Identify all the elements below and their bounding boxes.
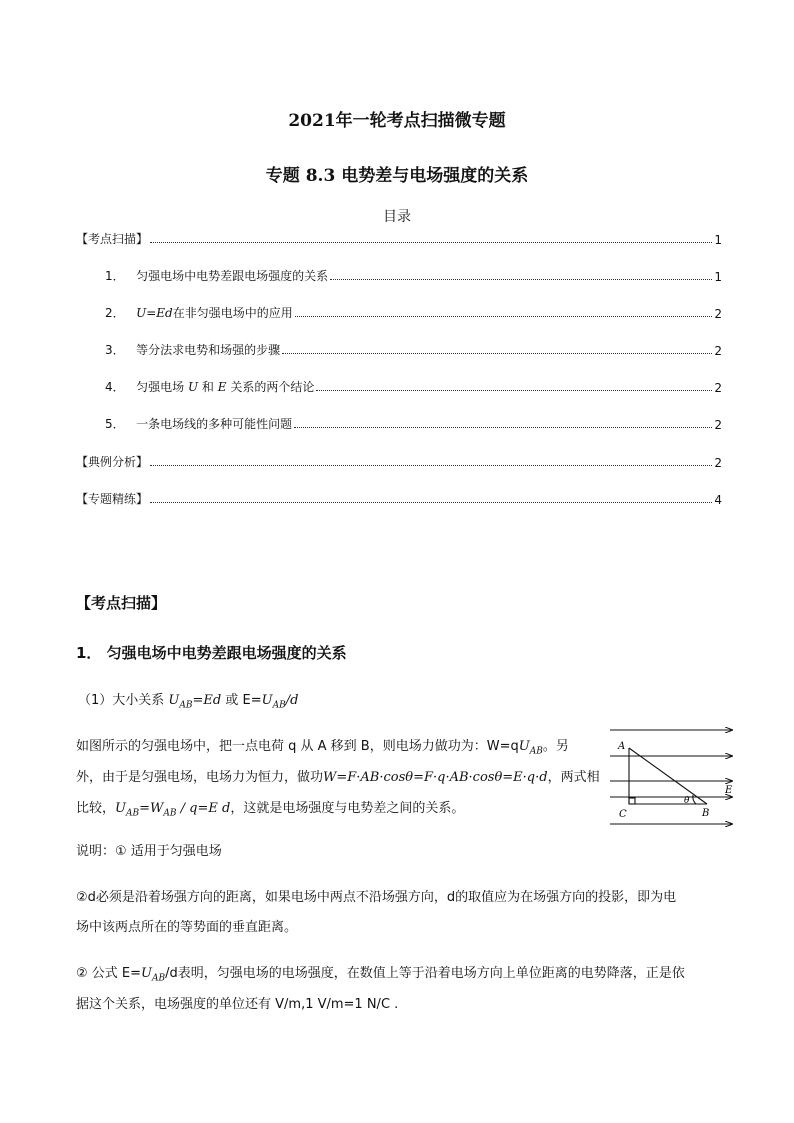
paragraph-line: 比较，$U_{AB}=W_{AB} / q=E$ d，这就是电场强度与电势差之间的关系。 — [76, 801, 465, 819]
toc-leader — [295, 316, 713, 317]
toc-leader — [330, 279, 712, 280]
document-subtitle: 专题 8.3 电势差与电场强度的关系 — [265, 166, 529, 186]
toc-entry-page: 2 — [714, 381, 722, 395]
toc-entry-5[interactable] — [105, 414, 722, 432]
label-a: A — [618, 741, 626, 752]
toc-entry-4[interactable] — [105, 377, 722, 395]
label-e: E — [725, 785, 733, 796]
toc-entry-dianli[interactable] — [76, 452, 722, 470]
toc-entry-label: 1． 匀强电场中电势差跟电场强度的关系 — [105, 269, 329, 283]
toc-leader — [282, 353, 712, 354]
label-c: C — [619, 809, 627, 820]
label-theta: θ — [684, 796, 690, 806]
note-line: 场中该两点所在的等势面的垂直距离。 — [76, 920, 298, 935]
field-lines — [610, 730, 732, 824]
toc-entry-label: 【考点扫描】 — [76, 232, 149, 246]
toc-entry-label: 2． U=Ed在非匀强电场中的应用 — [105, 306, 293, 320]
toc-entry-page: 4 — [714, 493, 722, 507]
toc-entry-page: 2 — [714, 307, 722, 321]
subsection-heading: 1． 匀强电场中电势差跟电场强度的关系 — [76, 644, 347, 662]
note-line: ② 公式 $E=U_{AB}/d$表明，匀强电场的电场强度，在数值上等于沿着电场方向上单位距离的电势降落，正是依 — [76, 966, 685, 984]
note-line: ②d必须是沿着场强方向的距离，如果电场中两点不沿场强方向，d的取值应为在场强方向的投影，即为电 — [76, 890, 677, 905]
toc-leader — [150, 242, 712, 243]
toc-leader — [294, 427, 712, 428]
toc-entry-jinglian[interactable] — [76, 489, 722, 507]
toc-entry-2[interactable] — [105, 303, 722, 321]
toc-entry-page: 2 — [714, 456, 722, 470]
paragraph-line: 如图所示的匀强电场中，把一点电荷 q 从 A 移到 B，则电场力做功为：$W=qU_{AB}$。另 — [76, 739, 569, 757]
note-line: 据这个关系，电场强度的单位还有 V/m,1 V/m=1 N/C . — [76, 997, 399, 1012]
toc-entry-1[interactable] — [105, 266, 722, 284]
electric-field-figure — [608, 724, 738, 834]
item-magnitude-relation: （1）大小关系 $U_{AB}=Ed$ 或 $E=U_{AB}/d$ — [78, 693, 299, 711]
toc-entry-label: 4． 匀强电场 U 和 E 关系的两个结论 — [105, 380, 315, 394]
label-b: B — [702, 808, 710, 819]
toc-leader — [150, 465, 712, 466]
section-heading: 【考点扫描】 — [76, 594, 167, 612]
document-title: 2021年一轮考点扫描微专题 — [288, 111, 506, 131]
toc-entry-label: 5． 一条电场线的多种可能性问题 — [105, 417, 293, 431]
toc-entry-page: 2 — [714, 418, 722, 432]
paragraph-line: 外，由于是匀强电场，电场力为恒力，做功W=F·AB·cosθ=F·q·AB·cosθ=E·q·d，两式相 — [76, 770, 600, 785]
toc-leader — [150, 502, 712, 503]
toc-entry-page: 1 — [714, 270, 722, 284]
toc-entry-page: 2 — [714, 344, 722, 358]
toc-entry-label: 【专题精练】 — [76, 492, 149, 506]
toc-leader — [316, 390, 712, 391]
toc-entry-label: 【典例分析】 — [76, 455, 149, 469]
toc-entry-page: 1 — [714, 233, 722, 247]
toc-entry-kaodian[interactable] — [76, 229, 722, 247]
toc-heading: 目录 — [383, 209, 411, 225]
toc-entry-label: 3． 等分法求电势和场强的步骤 — [105, 343, 281, 357]
note-line: 说明：① 适用于匀强电场 — [76, 844, 222, 859]
toc-entry-3[interactable] — [105, 340, 722, 358]
